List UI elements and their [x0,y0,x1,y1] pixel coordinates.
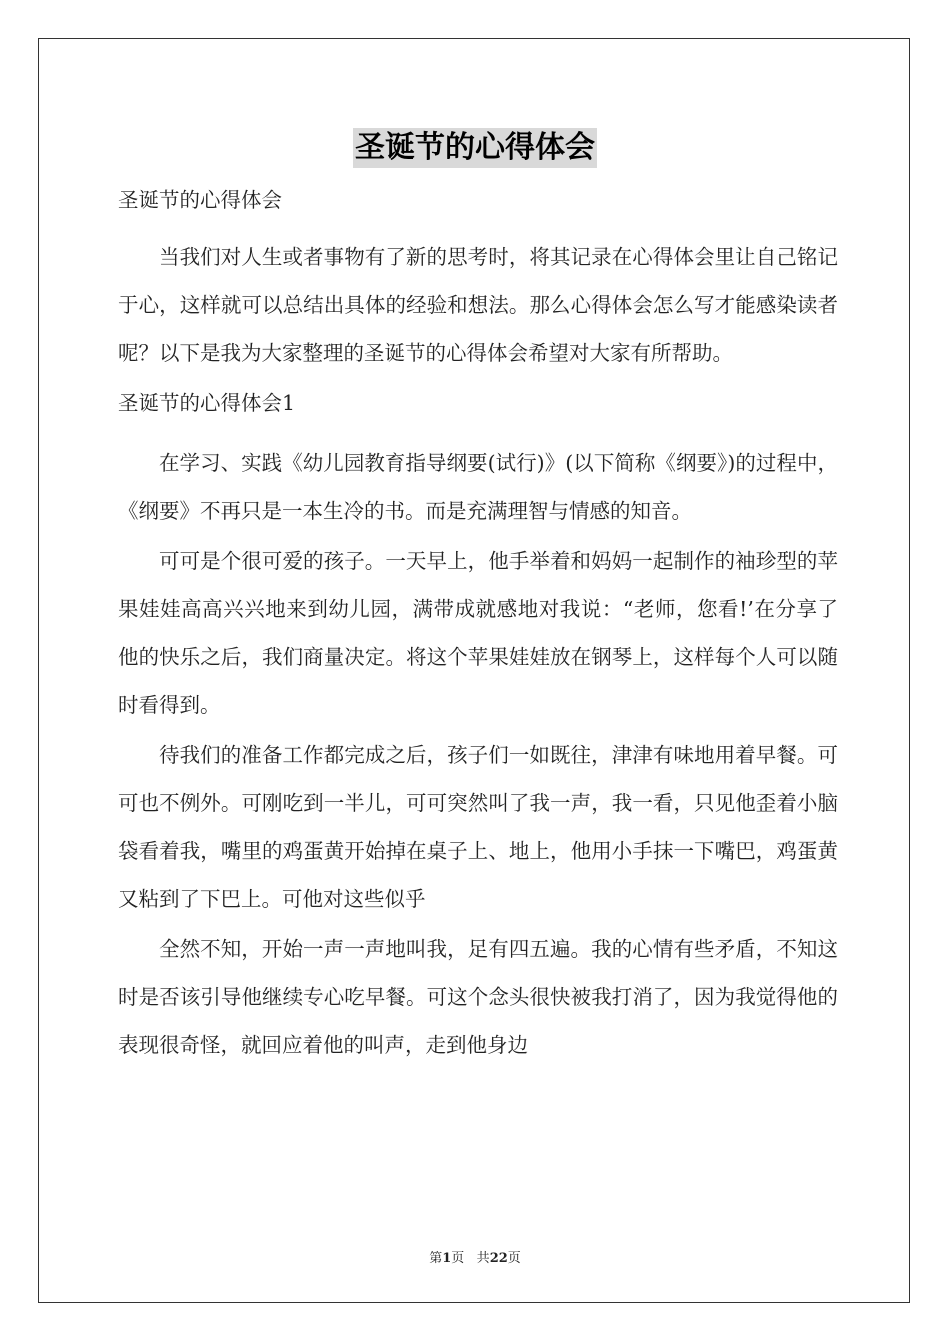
paragraph: 可可是个很可爱的孩子。一天早上，他手举着和妈妈一起制作的袖珍型的苹果娃娃高高兴兴地来到幼儿园，满带成就感地对我说：“老师，您看!’在分享了他的快乐之后，我们商量决定。将这个苹果娃娃放在钢琴上，这样每个人可以随时看得到。 [118,549,838,717]
page-prefix: 第 [429,1251,443,1266]
total-prefix: 共 [476,1251,490,1266]
total-pages: 22 [489,1251,508,1266]
document-title-wrapper [0,128,950,168]
page-number: 1 [442,1251,452,1266]
subheading: 圣诞节的心得体会 [118,188,282,212]
paragraph: 在学习、实践《幼儿园教育指导纲要(试行)》(以下简称《纲要》)的过程中，《纲要》不再只是一本生冷的书。而是充满理智与情感的知音。 [118,451,838,523]
total-suffix: 页 [507,1251,521,1266]
paragraph: 待我们的准备工作都完成之后，孩子们一如既往，津津有味地用着早餐。可可也不例外。可刚吃到一半儿，可可突然叫了我一声，我一看，只见他歪着小脑袋看着我，嘴里的鸡蛋黄开始掉在桌子上、地上，他用小手抹一下嘴巴，鸡蛋黄又粘到了下巴上。可他对这些似乎 [118,743,838,911]
document-title: 圣诞节的心得体会 [353,128,597,168]
page-suffix: 页 [451,1251,465,1266]
document-body [118,180,838,1069]
paragraph: 当我们对人生或者事物有了新的思考时，将其记录在心得体会里让自己铭记于心，这样就可以总结出具体的经验和想法。那么心得体会怎么写才能感染读者呢？以下是我为大家整理的圣诞节的心得体会希望对大家有所帮助。 [118,245,838,365]
page-footer [0,1247,950,1266]
paragraph: 全然不知，开始一声一声地叫我，足有四五遍。我的心情有些矛盾，不知这时是否该引导他继续专心吃早餐。可这个念头很快被我打消了，因为我觉得他的表现很奇怪，就回应着他的叫声，走到他身边 [118,937,838,1057]
section-heading: 圣诞节的心得体会1 [118,391,296,415]
